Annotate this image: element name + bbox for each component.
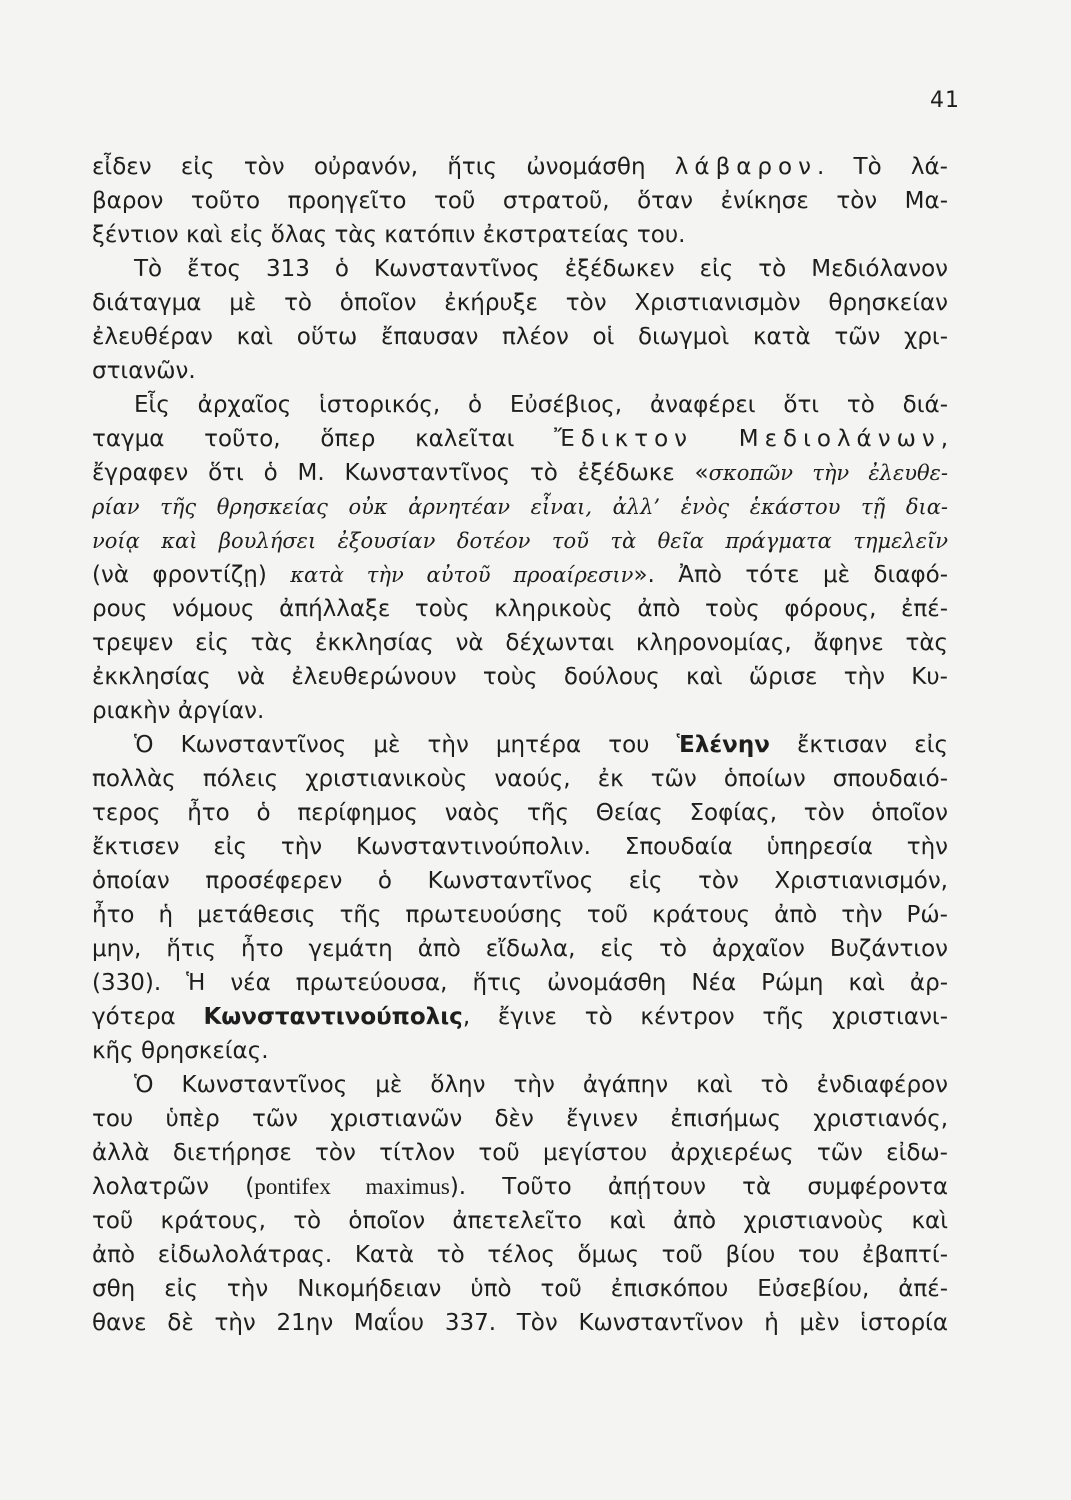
text-segment: στιανῶν. [92, 358, 196, 384]
text-line [92, 898, 948, 932]
text-segment: κῆς θρησκείας. [92, 1038, 269, 1064]
spaced-term: Ἔδικτον Μεδιολάνων [554, 426, 941, 452]
text-segment: , [940, 426, 948, 452]
text-line [92, 660, 948, 694]
text-line [92, 728, 948, 762]
text-line [92, 694, 948, 728]
text-line [92, 252, 948, 286]
text-line [92, 150, 948, 184]
text-line [92, 1102, 948, 1136]
text-segment: (330). Ἡ νέα πρωτεύουσα, ἥτις ὠνομάσθη Νέα Ρώμη καὶ ἀρ- [92, 970, 948, 996]
text-segment: Τὸ ἔτος 313 ὁ Κωνσταντῖνος ἐξέδωκεν εἰς τὸ Μεδιόλανον [134, 256, 948, 282]
spaced-term: λάβαρον [674, 154, 817, 180]
text-line [92, 592, 948, 626]
text-segment: λολατρῶν ( [92, 1174, 255, 1200]
text-segment: ἔκτισεν εἰς τὴν Κωνσταντινούπολιν. Σπουδαία ὑπηρεσία τὴν [92, 834, 948, 860]
text-segment: . Τὸ λά- [816, 154, 948, 180]
text-line [92, 1238, 948, 1272]
text-segment: Ὁ Κωνσταντῖνος μὲ ὅλην τὴν ἀγάπην καὶ τὸ ἐνδιαφέρον [134, 1072, 948, 1098]
text-segment: πολλὰς πόλεις χριστιανικοὺς ναούς, ἐκ τῶν ὁποίων σπουδαιό- [92, 766, 948, 792]
text-segment: ξέντιον καὶ εἰς ὅλας τὰς κατόπιν ἐκστρατείας του. [92, 222, 686, 248]
text-line [92, 626, 948, 660]
text-segment: (νὰ φροντίζῃ) [92, 562, 291, 588]
text-segment: ὁποίαν προσέφερεν ὁ Κωνσταντῖνος εἰς τὸν Χριστιανισμόν, [92, 868, 948, 894]
text-segment: ριακὴν ἀργίαν. [92, 698, 265, 724]
text-segment: Ὁ Κωνσταντῖνος μὲ τὴν μητέρα του [134, 732, 677, 758]
text-line [92, 1272, 948, 1306]
text-segment: ). Τοῦτο ἀπῄτουν τὰ συμφέροντα [449, 1174, 948, 1200]
text-line [92, 1170, 948, 1204]
text-segment: ἔκτισαν εἰς [769, 732, 948, 758]
quoted-text: ρίαν τῆς θρησκείας οὐκ ἀρνητέαν εἶναι, ἀλλ’ ἑνὸς ἑκάστου τῇ δια- [92, 495, 948, 519]
text-line [92, 524, 948, 558]
text-line [92, 796, 948, 830]
text-line [92, 830, 948, 864]
emphasized-name: Κωνσταντινούπολις [203, 1004, 463, 1030]
text-line [92, 456, 948, 490]
latin-term: pontifex maximus [254, 1174, 450, 1199]
text-line [92, 422, 948, 456]
text-line [92, 388, 948, 422]
text-segment: του ὑπὲρ τῶν χριστιανῶν δὲν ἔγινεν ἐπισήμως χριστιανός, [92, 1106, 948, 1132]
page-body-text [92, 150, 948, 1340]
text-segment: ἀπὸ εἰδωλολάτρας. Κατὰ τὸ τέλος ὅμως τοῦ βίου του ἐβαπτί- [92, 1242, 948, 1268]
text-segment: εἶδεν εἰς τὸν οὐρανόν, ἥτις ὠνομάσθη [92, 154, 675, 180]
quoted-text: κατὰ τὴν αὐτοῦ προαίρεσιν [290, 563, 634, 587]
text-segment: σθη εἰς τὴν Νικομήδειαν ὑπὸ τοῦ ἐπισκόπου Εὐσεβίου, ἀπέ- [92, 1276, 948, 1302]
text-segment: , ἔγινε τὸ κέντρον τῆς χριστιανι- [462, 1004, 948, 1030]
text-line [92, 218, 948, 252]
text-segment: θανε δὲ τὴν 21ην Μαΐου 337. Τὸν Κωνσταντῖνον ἡ μὲν ἱστορία [92, 1310, 948, 1336]
text-segment: μην, ἥτις ἦτο γεμάτη ἀπὸ εἴδωλα, εἰς τὸ ἀρχαῖον Βυζάντιον [92, 936, 948, 962]
text-line [92, 966, 948, 1000]
text-segment: βαρον τοῦτο προηγεῖτο τοῦ στρατοῦ, ὅταν ἐνίκησε τὸν Μα- [92, 188, 948, 214]
page-number: 41 [930, 88, 960, 113]
text-line [92, 762, 948, 796]
text-segment: ἦτο ἡ μετάθεσις τῆς πρωτευούσης τοῦ κράτους ἀπὸ τὴν Ρώ- [92, 902, 948, 928]
text-segment: ρους νόμους ἀπήλλαξε τοὺς κληρικοὺς ἀπὸ τοὺς φόρους, ἐπέ- [92, 596, 948, 622]
text-segment: γότερα [92, 1004, 204, 1030]
text-segment: ταγμα τοῦτο, ὅπερ καλεῖται [92, 426, 555, 452]
text-line [92, 932, 948, 966]
text-line [92, 354, 948, 388]
text-line [92, 184, 948, 218]
emphasized-name: Ἑλένην [676, 732, 770, 758]
text-line [92, 1204, 948, 1238]
text-line [92, 286, 948, 320]
text-segment: διάταγμα μὲ τὸ ὁποῖον ἐκήρυξε τὸν Χριστιανισμὸν θρησκείαν [92, 290, 948, 316]
text-line [92, 558, 948, 592]
text-line [92, 1000, 948, 1034]
quoted-text: νοίᾳ καὶ βουλήσει ἐξουσίαν δοτέον τοῦ τὰ θεῖα πράγματα τημελεῖν [92, 529, 948, 553]
text-segment: τοῦ κράτους, τὸ ὁποῖον ἀπετελεῖτο καὶ ἀπὸ χριστιανοὺς καὶ [92, 1208, 948, 1234]
quoted-text: σκοπῶν τὴν ἐλευθε- [708, 461, 948, 485]
text-segment: ». Ἀπὸ τότε μὲ διαφό- [633, 562, 948, 588]
text-segment: ἐκκλησίας νὰ ἐλευθερώνουν τοὺς δούλους καὶ ὥρισε τὴν Κυ- [92, 664, 948, 690]
text-segment: ἔγραφεν ὅτι ὁ Μ. Κωνσταντῖνος τὸ ἐξέδωκε « [92, 460, 709, 486]
text-segment: ἀλλὰ διετήρησε τὸν τίτλον τοῦ μεγίστου ἀρχιερέως τῶν εἰδω- [92, 1140, 948, 1166]
text-line [92, 1034, 948, 1068]
text-segment: τρεψεν εἰς τὰς ἐκκλησίας νὰ δέχωνται κληρονομίας, ἄφηνε τὰς [92, 630, 948, 656]
text-line [92, 320, 948, 354]
text-segment: Εἷς ἀρχαῖος ἱστορικός, ὁ Εὐσέβιος, ἀναφέρει ὅτι τὸ διά- [134, 392, 948, 418]
text-line [92, 1136, 948, 1170]
text-line [92, 864, 948, 898]
text-line [92, 490, 948, 524]
text-line [92, 1068, 948, 1102]
text-line [92, 1306, 948, 1340]
text-segment: ἐλευθέραν καὶ οὕτω ἔπαυσαν πλέον οἱ διωγμοὶ κατὰ τῶν χρι- [92, 324, 948, 350]
text-segment: τερος ἦτο ὁ περίφημος ναὸς τῆς Θείας Σοφίας, τὸν ὁποῖον [92, 800, 948, 826]
